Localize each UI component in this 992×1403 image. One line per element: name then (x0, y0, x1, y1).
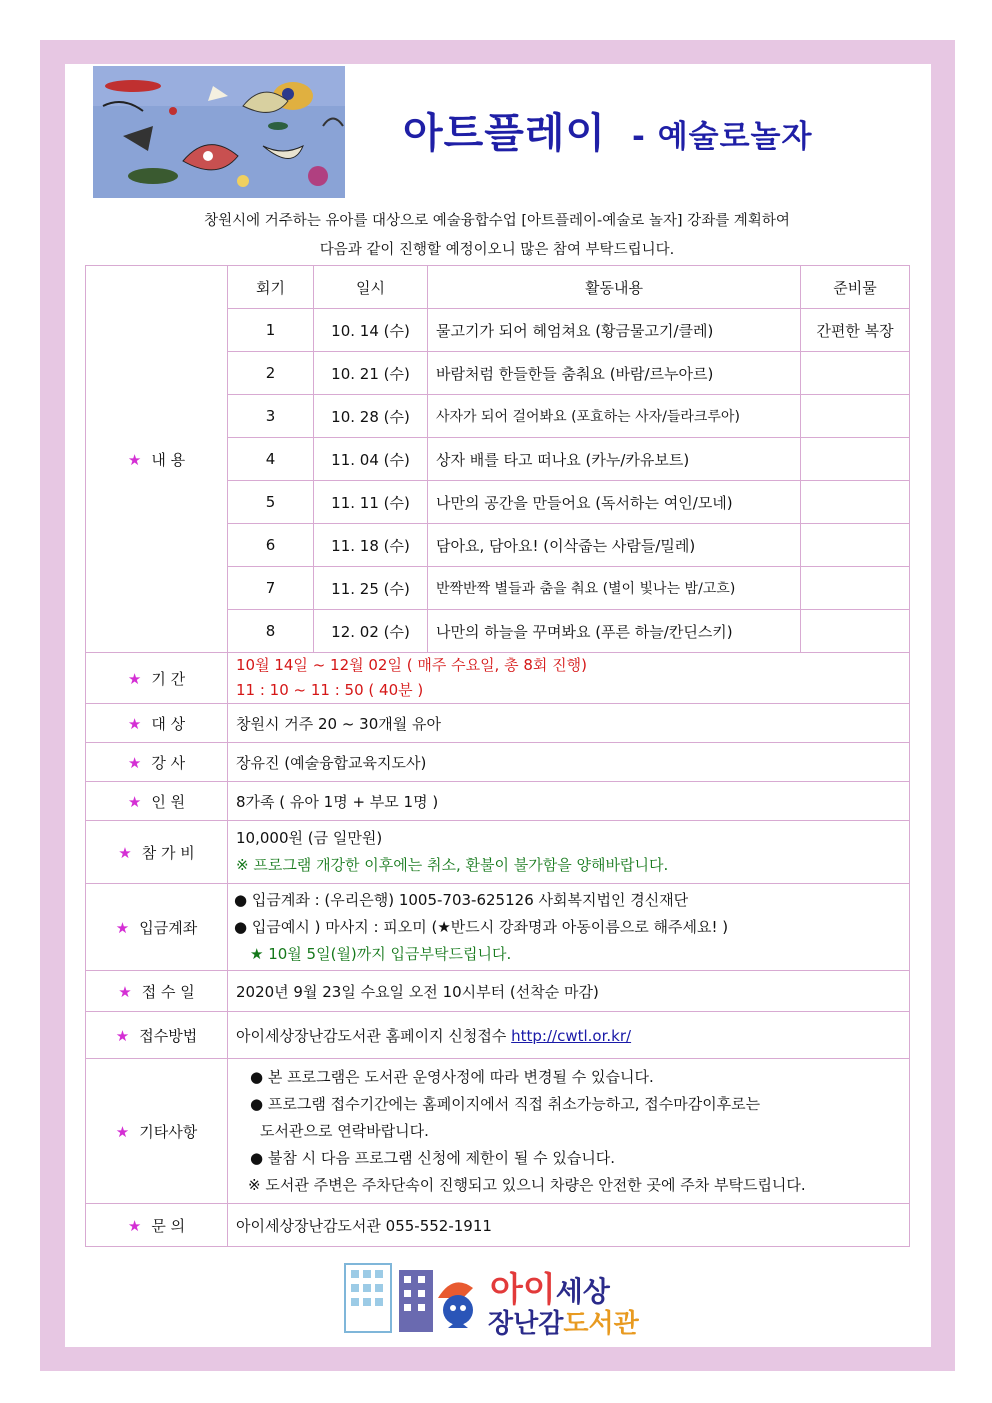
session-number: 2 (228, 352, 314, 395)
note-item: ● 본 프로그램은 도서관 운영사정에 따라 변경될 수 있습니다. (250, 1067, 654, 1086)
intro-line-1: 창원시에 거주하는 유아를 대상으로 예술융합수업 [아트플레이-예술로 놀자] 강좌를 계획하여 (204, 213, 790, 229)
star-icon: ★ (127, 669, 142, 688)
star-icon: ★ (127, 753, 142, 772)
period-time: 11 : 10 ~ 11 : 50 ( 40분 ) (236, 681, 424, 699)
star-icon: ★ (127, 792, 142, 811)
reception-method-text: 아이세상장난감도서관 홈페이지 신청접수 (236, 1026, 507, 1045)
session-number: 5 (228, 481, 314, 524)
session-date: 11. 18 (수) (314, 524, 428, 567)
star-icon: ★ (115, 1122, 130, 1141)
header-session: 회기 (228, 266, 314, 309)
target-row (86, 704, 910, 743)
note-item: 도서관으로 연락바랍니다. (260, 1121, 429, 1140)
session-date: 11. 11 (수) (314, 481, 428, 524)
notes-label: ★ 기타사항 (86, 1059, 228, 1204)
session-number: 1 (228, 309, 314, 352)
session-activity: 나만의 공간을 만들어요 (독서하는 여인/모네) (428, 481, 801, 524)
payment-row (86, 884, 910, 971)
fee-note: ※ 프로그램 개강한 이후에는 취소, 환불이 불가함을 양해바랍니다. (236, 856, 669, 874)
period-dates: 10월 14일 ~ 12월 02일 ( 매주 수요일, 총 8회 진행) (236, 656, 587, 674)
inquiry-row (86, 1204, 910, 1247)
star-icon: ★ (118, 982, 132, 1001)
fee-label: ★ 참 가 비 (86, 821, 228, 884)
capacity-value: 8가족 ( 유아 1명 + 부모 1명 ) (228, 782, 910, 821)
reception-method-label: ★ 접수방법 (86, 1012, 228, 1059)
target-label: ★ 대 상 (86, 704, 228, 743)
payment-example: ● 입금예시 ) 마사지 : 피오미 (★반드시 강좌명과 아동이름으로 해주세요! ) (234, 917, 729, 936)
instructor-value: 장유진 (예술융합교육지도사) (228, 743, 910, 782)
session-activity: 바람처럼 한들한들 춤춰요 (바람/르누아르) (428, 352, 801, 395)
session-supplies (801, 610, 910, 653)
header-date: 일시 (314, 266, 428, 309)
instructor-label: ★ 강 사 (86, 743, 228, 782)
session-activity: 사자가 되어 걸어봐요 (포효하는 사자/들라크루아) (428, 395, 801, 438)
note-item: ● 불참 시 다음 프로그램 신청에 제한이 될 수 있습니다. (250, 1148, 616, 1167)
session-activity: 담아요, 담아요! (이삭줍는 사람들/밀레) (428, 524, 801, 567)
capacity-row (86, 782, 910, 821)
page-title (403, 100, 812, 159)
schedule-label: ★ 내 용 (86, 266, 228, 653)
logo-text-top: 아이세상 (490, 1270, 610, 1310)
program-table (85, 265, 910, 1247)
reception-date-value: 2020년 9월 23일 수요일 오전 10시부터 (선착순 마감) (228, 971, 910, 1012)
inquiry-label: ★ 문 의 (86, 1204, 228, 1247)
fee-row (86, 821, 910, 884)
session-supplies (801, 567, 910, 610)
intro-line-2: 다음과 같이 진행할 예정이오니 많은 참여 부탁드립니다. (319, 242, 675, 258)
session-activity: 물고기가 되어 헤엄쳐요 (황금물고기/클레) (428, 309, 801, 352)
target-value: 창원시 거주 20 ~ 30개월 유아 (228, 704, 910, 743)
star-icon: ★ (127, 450, 142, 469)
session-date: 12. 02 (수) (314, 610, 428, 653)
period-label: ★ 기 간 (86, 653, 228, 704)
session-supplies (801, 481, 910, 524)
header-supplies: 준비물 (801, 266, 910, 309)
session-date: 11. 25 (수) (314, 567, 428, 610)
kandinsky-painting (93, 66, 345, 198)
session-supplies (801, 438, 910, 481)
session-number: 7 (228, 567, 314, 610)
session-date: 10. 28 (수) (314, 395, 428, 438)
star-icon: ★ (115, 1026, 130, 1045)
session-activity: 상자 배를 타고 떠나요 (카누/카유보트) (428, 438, 801, 481)
note-item: ※ 도서관 주변은 주차단속이 진행되고 있으니 차량은 안전한 곳에 주차 부탁드립니다. (248, 1175, 806, 1194)
session-number: 6 (228, 524, 314, 567)
title-main: 아트플레이 (403, 109, 607, 157)
session-supplies (801, 395, 910, 438)
session-number: 8 (228, 610, 314, 653)
fee-value (228, 821, 910, 884)
reception-method-value (228, 1012, 910, 1059)
fee-amount: 10,000원 (금 일만원) (236, 829, 383, 847)
notes-value (228, 1059, 910, 1204)
reception-date-row (86, 971, 910, 1012)
session-supplies (801, 352, 910, 395)
payment-label: ★ 입금계좌 (86, 884, 228, 971)
session-date: 10. 21 (수) (314, 352, 428, 395)
payment-account: ● 입금계좌 : (우리은행) 1005-703-625126 사회복지법인 경신재단 (234, 890, 689, 909)
period-row (86, 653, 910, 704)
title-sub: - 예술로놀자 (632, 119, 813, 155)
reception-method-row (86, 1012, 910, 1059)
capacity-label: ★ 인 원 (86, 782, 228, 821)
note-item: ● 프로그램 접수기간에는 홈페이지에서 직접 취소가능하고, 접수마감이후로는 (250, 1094, 761, 1113)
logo-text-bottom: 장난감도서관 (488, 1309, 639, 1339)
payment-value (228, 884, 910, 971)
payment-deadline: ★ 10월 5일(월)까지 입금부탁드립니다. (250, 944, 512, 963)
session-supplies (801, 524, 910, 567)
star-icon: ★ (127, 714, 142, 733)
schedule-header-row (86, 266, 910, 309)
session-number: 4 (228, 438, 314, 481)
star-icon: ★ (115, 918, 130, 937)
star-icon: ★ (127, 1216, 142, 1235)
session-date: 10. 14 (수) (314, 309, 428, 352)
reception-date-label: ★ 접 수 일 (86, 971, 228, 1012)
instructor-row (86, 743, 910, 782)
session-activity: 나만의 하늘을 꾸며봐요 (푸른 하늘/칸딘스키) (428, 610, 801, 653)
notes-row (86, 1059, 910, 1204)
session-date: 11. 04 (수) (314, 438, 428, 481)
header-activity: 활동내용 (428, 266, 801, 309)
inquiry-value: 아이세상장난감도서관 055-552-1911 (228, 1204, 910, 1247)
session-supplies: 간편한 복장 (801, 309, 910, 352)
session-number: 3 (228, 395, 314, 438)
star-icon: ★ (118, 843, 132, 862)
homepage-link[interactable]: http://cwtl.or.kr/ (511, 1026, 632, 1045)
period-value (228, 653, 910, 704)
session-activity: 반짝반짝 별들과 춤을 춰요 (별이 빛나는 밤/고흐) (428, 567, 801, 610)
